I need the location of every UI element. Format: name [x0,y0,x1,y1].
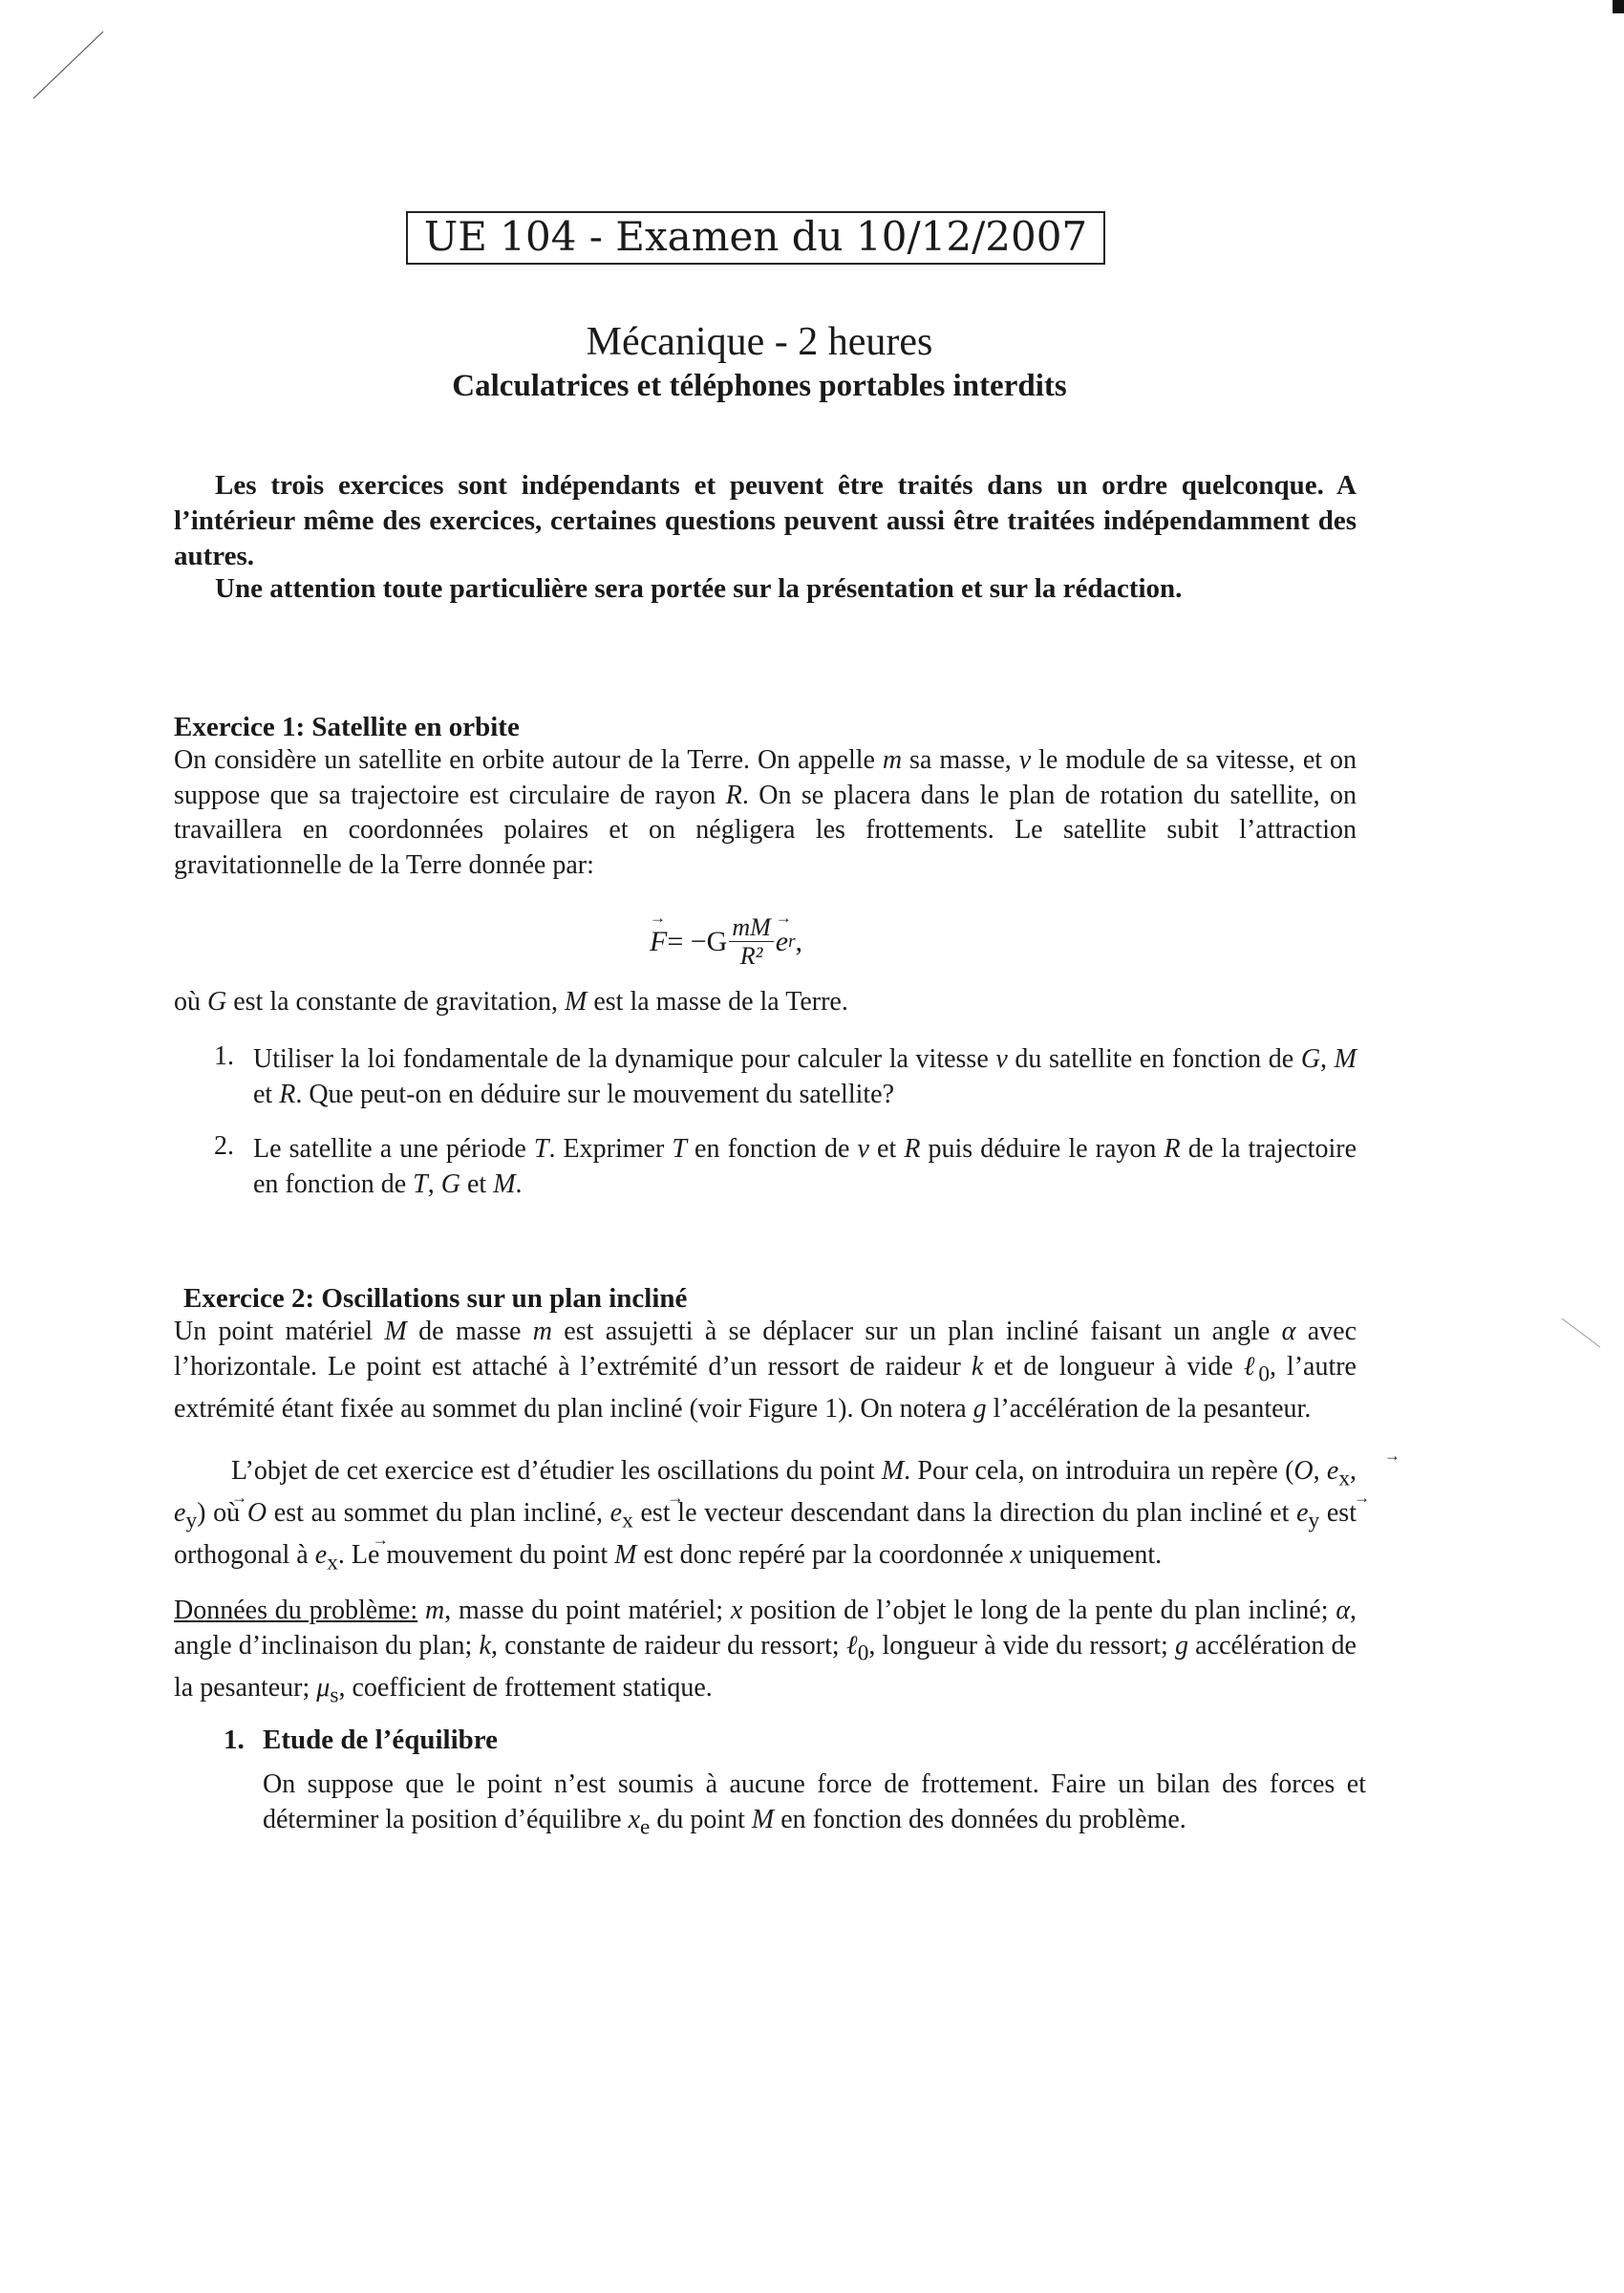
subject-subtitle: Calculatrices et téléphones portables interdits [452,369,1067,403]
question-2-number: 2. [214,1131,234,1161]
intro-paragraph: Les trois exercices sont indépendants et peuvent être traités dans un ordre quelconque. A l’intérieur même des exercices, certaines questions peuvent aussi être traitées indépendamment des autres. [174,470,1357,571]
exercise-2-data: Données du problème: m, masse du point matériel; x position de l’objet le long de la pente du plan incliné; α, angle d’inclinaison du plan; k, constante de raideur du ressort; ℓ$_0$, longueur à vide du ressort; g accélération de la pesanteur; $\mu_s$, coefficient de frottement statique. [174,1596,1357,1708]
section-1-number: 1. [224,1725,245,1755]
gravity-formula: → F = −G $\frac{mM}{\text{R²}}$ → e r , [650,904,802,980]
exercise-2-statement: Un point matériel M de masse m est assujetti à se déplacer sur un plan incliné faisant un angle α avec l’horizontale. Le point est attaché à l’extrémité d’un ressort de raideur k et de longueur à vide ℓ$_0$, l’autre extrémité étant fixée au sommet du plan incliné (voir Figure 1). On notera g l’accélération de la pesanteur. [174,1317,1357,1424]
exam-title: UE 104 - Examen du 10/12/2007 [406,211,1105,265]
exercise-1-heading: Exercice 1: Satellite en orbite [174,712,520,742]
question-1-number: 1. [214,1041,234,1071]
intro-note: Une attention toute particulière sera portée sur la présentation et sur la rédaction. [215,573,1183,604]
scan-pen-stroke [29,27,115,103]
question-1-text: Utiliser la loi fondamentale de la dynamique pour calculer la vitesse v du satellite en fonction de G, M et R. Que peut-on en déduire sur le mouvement du satellite? [253,1044,1357,1109]
exercise-1-definitions: où G est la constante de gravitation, M est la masse de la Terre. [174,987,848,1017]
section-1-heading: Etude de l’équilibre [263,1725,498,1755]
section-1-text: On suppose que le point n’est soumis à aucune force de frottement. Faire un bilan des forces et déterminer la position d’équilibre $x_e$ du point M en fonction des données du problème. [263,1769,1366,1840]
exercise-2-setup: L’objet de cet exercice est d’étudier les oscillations du point M. Pour cela, on introduira un repère (O, → $e_x$, → $e_y$) où O est au sommet du plan incliné, → $e_x$ est le vecteur descendant dans la direction du plan incliné et → $e_y$ est orthogonal à → $e_x$. Le mouvement du point M est donc repéré par la coordonnée x uniquement. [174,1454,1357,1580]
exercise-1-statement: On considère un satellite en orbite autour de la Terre. On appelle m sa masse, v le module de sa vitesse, et on suppose que sa trajectoire est circulaire de rayon R. On se placera dans le plan de rotation du satellite, on travaillera en coordonnées polaires et on négligera les frottements. Le satellite subit l’attraction gravitationnelle de la Terre donnée par: [174,745,1357,880]
exercise-2-heading: Exercice 2: Oscillations sur un plan incliné [183,1283,688,1314]
subject-title: Mécanique - 2 heures [586,320,933,364]
scan-margin-stroke [1557,1314,1605,1352]
scan-edge-mark [1613,0,1624,13]
question-2-text: Le satellite a une période T. Exprimer T en fonction de v et R puis déduire le rayon R de la trajectoire en fonction de T, G et M. [253,1134,1357,1199]
